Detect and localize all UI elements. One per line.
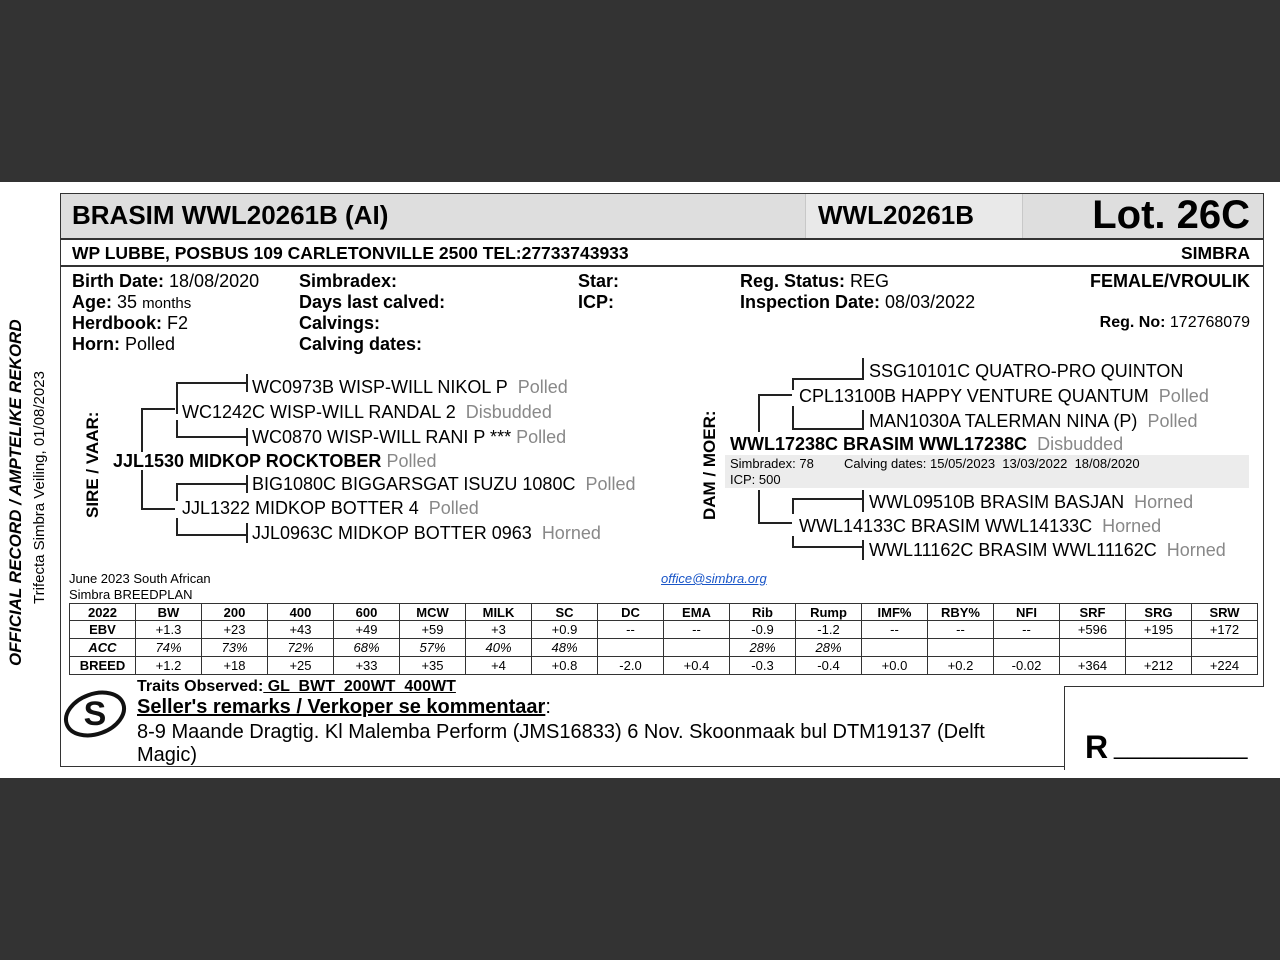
- ebv-row-label: ACC: [70, 639, 136, 657]
- ebv-cell: +3: [466, 621, 532, 639]
- sire-parent-2: JJL1322 MIDKOP BOTTER 4 Polled: [182, 498, 479, 518]
- ebv-cell: +0.9: [532, 621, 598, 639]
- animal-id: WWL20261B: [818, 200, 975, 230]
- remarks-line-1: 8-9 Maande Dragtig. Kl Malemba Perform (JMS16833) 6 Nov. Skoonmaak bul DTM19137 (Delft: [137, 721, 985, 743]
- ebv-cell: --: [598, 621, 664, 639]
- ebv-cell: +25: [268, 657, 334, 675]
- ebv-cell: MILK: [466, 604, 532, 621]
- ebv-table: [69, 603, 1258, 675]
- ebv-cell: 57%: [400, 639, 466, 657]
- calvings-label: Calvings:: [299, 313, 381, 333]
- ebv-cell: +4: [466, 657, 532, 675]
- ebv-header-row: [70, 604, 1258, 621]
- dam-simbradex: Simbradex: 78: [730, 456, 814, 471]
- ebv-cell: +1.3: [136, 621, 202, 639]
- dam-parent-2: WWL14133C BRASIM WWL14133C Horned: [799, 516, 1162, 536]
- calving-dates-label: Calving dates:: [299, 334, 423, 354]
- dam-icp: ICP: 500: [730, 472, 781, 487]
- sire-name: JJL1530 MIDKOP ROCKTOBER Polled: [113, 451, 437, 471]
- horn-status: Horn: Polled: [72, 334, 176, 354]
- ebv-cell: 48%: [532, 639, 598, 657]
- ebv-cell: +33: [334, 657, 400, 675]
- icp-label: ICP:: [578, 292, 614, 312]
- ebv-cell: [1192, 639, 1258, 657]
- ebv-cell: --: [862, 621, 928, 639]
- ebv-cell: -0.9: [730, 621, 796, 639]
- dam-grandsire-2: MAN1030A TALERMAN NINA (P) Polled: [869, 411, 1198, 431]
- ebv-cell: --: [664, 621, 730, 639]
- ebv-cell: -0.3: [730, 657, 796, 675]
- traits-observed: Traits Observed: GL BWT 200WT 400WT: [137, 678, 456, 695]
- sire-label: SIRE / VAAR:: [83, 411, 102, 518]
- dam-label: DAM / MOER:: [700, 410, 719, 520]
- ebv-cell: BW: [136, 604, 202, 621]
- ebv-cell: MCW: [400, 604, 466, 621]
- ebv-cell: RBY%: [928, 604, 994, 621]
- dam-grandsire-1: SSG10101C QUATRO-PRO QUINTON: [869, 361, 1184, 381]
- r-label: R: [1085, 729, 1109, 765]
- remarks-line-2: Magic): [137, 744, 198, 766]
- ebv-cell: SRW: [1192, 604, 1258, 621]
- ebv-cell: SC: [532, 604, 598, 621]
- ebv-cell: 40%: [466, 639, 532, 657]
- ebv-cell: +23: [202, 621, 268, 639]
- ebv-cell: 73%: [202, 639, 268, 657]
- dam-grandsire-3: WWL09510B BRASIM BASJAN Horned: [869, 492, 1194, 512]
- ebv-cell: Rump: [796, 604, 862, 621]
- dam-calving-dates: Calving dates: 15/05/2023 13/03/2022 18/08/2020: [844, 456, 1140, 471]
- ebv-cell: 28%: [730, 639, 796, 657]
- ebv-row: [70, 639, 1258, 657]
- ebv-cell: +0.2: [928, 657, 994, 675]
- reg-status: Reg. Status: REG: [740, 271, 890, 291]
- star-label: Star:: [578, 271, 620, 291]
- sex-label: FEMALE/VROULIK: [1090, 271, 1250, 291]
- ebv-cell: +596: [1060, 621, 1126, 639]
- ebv-cell: [862, 639, 928, 657]
- ebv-cell: SRG: [1126, 604, 1192, 621]
- breedplan-title-1: June 2023 South African: [69, 571, 211, 586]
- ebv-cell: -0.02: [994, 657, 1060, 675]
- ebv-cell: +212: [1126, 657, 1192, 675]
- ebv-cell: +49: [334, 621, 400, 639]
- r-blank-line[interactable]: __________: [1114, 733, 1248, 760]
- ebv-cell: +364: [1060, 657, 1126, 675]
- sire-parent-1: WC1242C WISP-WILL RANDAL 2 Disbudded: [182, 402, 552, 422]
- lot-number: Lot. 26C: [1092, 193, 1250, 237]
- sire-grandsire-3: BIG1080C BIGGARSGAT ISUZU 1080C Polled: [252, 474, 636, 494]
- animal-name: BRASIM WWL20261B (AI): [72, 200, 389, 230]
- ebv-cell: 68%: [334, 639, 400, 657]
- simbra-logo: [62, 683, 128, 743]
- days-last-calved-label: Days last calved:: [299, 292, 446, 312]
- ebv-cell: 72%: [268, 639, 334, 657]
- simbradex-label: Simbradex:: [299, 271, 398, 291]
- ebv-cell: +0.4: [664, 657, 730, 675]
- ebv-cell: +18: [202, 657, 268, 675]
- ebv-cell: +0.8: [532, 657, 598, 675]
- ebv-cell: NFI: [994, 604, 1060, 621]
- sale-label: Trifecta Simbra Veiling, 01/08/2023: [31, 371, 48, 604]
- email-link[interactable]: office@simbra.org: [661, 571, 767, 586]
- ebv-cell: 28%: [796, 639, 862, 657]
- ebv-cell: 200: [202, 604, 268, 621]
- breed-label: SIMBRA: [1180, 243, 1250, 263]
- ebv-cell: +1.2: [136, 657, 202, 675]
- ebv-cell: 74%: [136, 639, 202, 657]
- ebv-row-label: BREED: [70, 657, 136, 675]
- ebv-cell: +35: [400, 657, 466, 675]
- ebv-cell: [1060, 639, 1126, 657]
- herdbook: Herdbook: F2: [72, 313, 189, 333]
- ebv-row-label: 2022: [70, 604, 136, 621]
- ebv-cell: DC: [598, 604, 664, 621]
- dam-parent-1: CPL13100B HAPPY VENTURE QUANTUM Polled: [799, 386, 1209, 406]
- ebv-cell: --: [928, 621, 994, 639]
- ebv-cell: 400: [268, 604, 334, 621]
- ebv-row-label: EBV: [70, 621, 136, 639]
- ebv-cell: Rib: [730, 604, 796, 621]
- ebv-cell: 600: [334, 604, 400, 621]
- reg-number: Reg. No: 172768079: [1099, 314, 1250, 331]
- ebv-cell: +43: [268, 621, 334, 639]
- ebv-cell: -0.4: [796, 657, 862, 675]
- ebv-cell: [598, 639, 664, 657]
- breedplan-title-2: Simbra BREEDPLAN: [69, 587, 193, 602]
- ebv-cell: IMF%: [862, 604, 928, 621]
- ebv-cell: +59: [400, 621, 466, 639]
- official-record-label: OFFICIAL RECORD / AMPTELIKE REKORD: [6, 319, 25, 666]
- ebv-cell: +195: [1126, 621, 1192, 639]
- ebv-cell: [928, 639, 994, 657]
- ebv-cell: +172: [1192, 621, 1258, 639]
- ebv-cell: [994, 639, 1060, 657]
- ebv-cell: --: [994, 621, 1060, 639]
- ebv-cell: [1126, 639, 1192, 657]
- birth-date: Birth Date: 18/08/2020: [72, 271, 260, 291]
- ebv-cell: -1.2: [796, 621, 862, 639]
- ebv-cell: +224: [1192, 657, 1258, 675]
- svg-text:S: S: [83, 695, 107, 733]
- dam-name: WWL17238C BRASIM WWL17238C Disbudded: [730, 434, 1124, 454]
- ebv-cell: SRF: [1060, 604, 1126, 621]
- remarks-heading: Seller's remarks / Verkoper se kommentaar:: [137, 696, 551, 718]
- inspection-date: Inspection Date: 08/03/2022: [740, 292, 976, 312]
- breeder-address: WP LUBBE, POSBUS 109 CARLETONVILLE 2500 TEL:27733743933: [72, 243, 629, 263]
- age: Age: 35 months: [72, 292, 192, 312]
- sire-grandsire-4: JJL0963C MIDKOP BOTTER 0963 Horned: [252, 523, 601, 543]
- ebv-row: [70, 657, 1258, 675]
- ebv-cell: EMA: [664, 604, 730, 621]
- dam-grandsire-4: WWL11162C BRASIM WWL11162C Horned: [869, 540, 1226, 560]
- sire-grandsire-2: WC0870 WISP-WILL RANI P *** Polled: [252, 427, 567, 447]
- sire-grandsire-1: WC0973B WISP-WILL NIKOL P Polled: [252, 377, 568, 397]
- ebv-cell: +0.0: [862, 657, 928, 675]
- ebv-cell: [664, 639, 730, 657]
- ebv-row: [70, 621, 1258, 639]
- ebv-cell: -2.0: [598, 657, 664, 675]
